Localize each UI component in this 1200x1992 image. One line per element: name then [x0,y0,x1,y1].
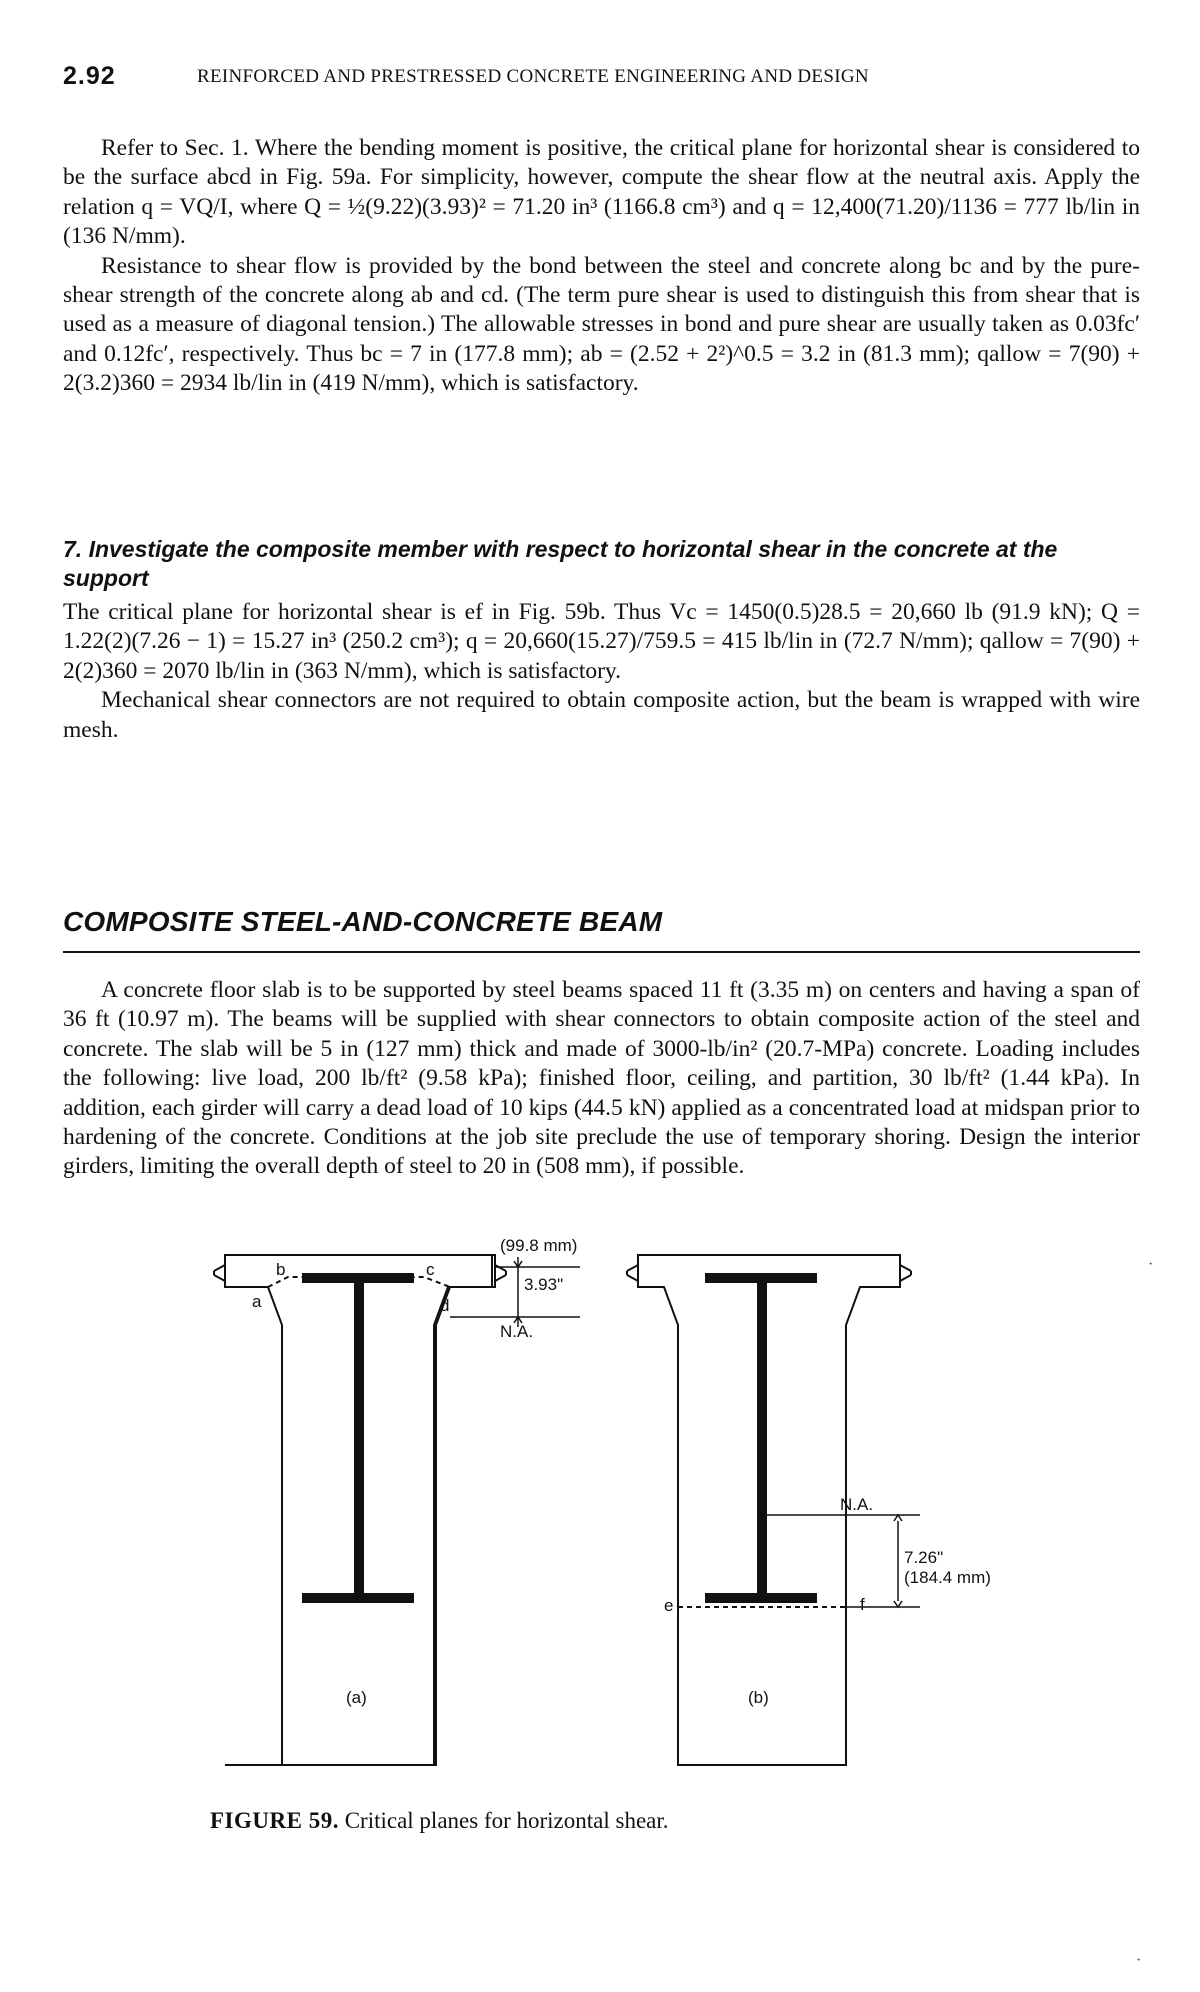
label-na-a: N.A. [500,1322,534,1341]
label-c: c [426,1260,435,1279]
paragraph-block-2 [63,598,1140,745]
section-heading: COMPOSITE STEEL-AND-CONCRETE BEAM [63,906,663,937]
paragraph-shear-flow: Refer to Sec. 1. Where the bending moment is positive, the critical plane for horizontal shear is considered to be the surface abcd in Fig. 59a. For simplicity, however, compute the shear flow at the neutral axis. Apply the relation q = VQ/I, where Q = ½(9.22)(3.93)² = 71.20 in³ (1166.8 cm³) and q = 12,400(71.20)/1136 = 777 lb/lin in (136 N/mm). [63,135,1140,250]
caption-label: FIGURE 59. [210,1808,339,1833]
label-dim-b-in: 7.26" [904,1548,944,1567]
running-head: REINFORCED AND PRESTRESSED CONCRETE ENGINEERING AND DESIGN [197,66,869,87]
label-b: b [276,1260,286,1279]
paragraph-block-1 [63,134,1140,399]
label-sub-a: (a) [346,1688,367,1707]
label-e: e [664,1596,674,1615]
label-f: f [860,1595,865,1614]
caption-text: Critical planes for horizontal shear. [344,1808,669,1833]
paragraph-block-3 [63,976,1140,1182]
page-number: 2.92 [63,62,116,90]
figure-59 [200,1225,1020,1785]
step-7-heading: 7. Investigate the composite member with respect to horizontal shear in the concrete at the support [63,536,1058,591]
label-d: d [440,1296,450,1315]
figure-59-drawing [200,1225,1020,1785]
figure-caption [210,1808,669,1834]
scan-speck: · [1136,1952,1142,1969]
label-dim-a-in: 3.93" [524,1275,564,1294]
paragraph-problem-statement: A concrete floor slab is to be supported by steel beams spaced 11 ft (3.35 m) on centers and having a span of 36 ft (10.97 m). The beams will be supplied with shear connectors to obtain composite action of the steel and concrete. The slab will be 5 in (127 mm) thick and made of 3000-lb/in² (20.7-MPa) concrete. Loading includes the following: live load, 200 lb/ft² (9.58 kPa); finished floor, ceiling, and partition, 30 lb/ft² (1.44 kPa). In addition, each girder will carry a dead load of 10 kips (44.5 kN) applied as a concentrated load at midspan prior to hardening of the concrete. Conditions at the job site preclude the use of temporary shoring. Design the interior girders, limiting the overall depth of steel to 20 in (508 mm), if possible. [63,977,1140,1180]
steel-section-a [302,1273,414,1603]
label-a: a [252,1292,262,1311]
label-dim-a-mm: (99.8 mm) [500,1236,578,1255]
label-sub-b: (b) [748,1688,769,1707]
scan-speck: · [1148,1256,1154,1273]
label-dim-b-mm: (184.4 mm) [904,1568,991,1587]
page-header [63,62,1143,92]
paragraph-resistance: Resistance to shear flow is provided by the bond between the steel and concrete along bc and by the pure-shear strength of the concrete along ab and cd. (The term pure shear is used to distinguish this from shear that is used as a measure of diagonal tension.) The allowable stresses in bond and pure shear are usually taken as 0.03fc′ and 0.12fc′, respectively. Thus bc = 7 in (177.8 mm); ab = (2.52 + 2²)^0.5 = 3.2 in (81.3 mm); qallow = 7(90) + 2(3.2)360 = 2934 lb/lin in (419 N/mm), which is satisfactory. [63,252,1140,397]
paragraph-connectors: Mechanical shear connectors are not required to obtain composite action, but the beam is wrapped with wire mesh. [63,687,1140,743]
label-na-b: N.A. [840,1495,874,1514]
steel-section-b [705,1273,817,1603]
section-rule [63,951,1140,953]
paragraph-support-shear: The critical plane for horizontal shear is ef in Fig. 59b. Thus Vc = 1450(0.5)28.5 = 20,660 lb (91.9 kN); Q = 1.22(2)(7.26 − 1) = 15.27 in³ (250.2 cm³); q = 20,660(15.27)/759.5 = 415 lb/lin in (72.7 N/mm); qallow = 7(90) + 2(2)360 = 2070 lb/lin in (363 N/mm), which is satisfactory. [63,599,1140,684]
